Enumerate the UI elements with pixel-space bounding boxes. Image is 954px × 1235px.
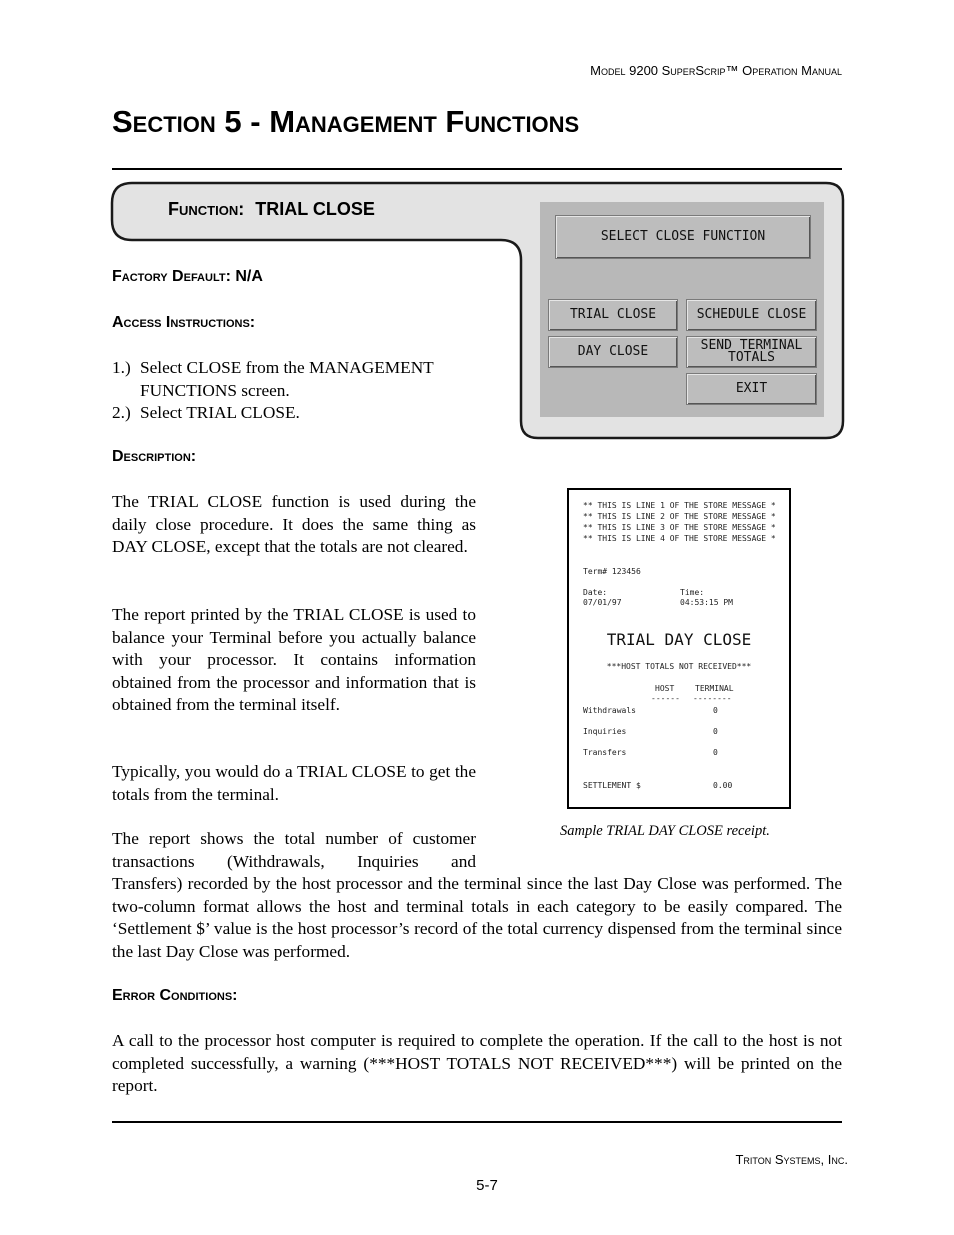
step-number: 1.): [112, 358, 131, 377]
manual-header: Model 9200 SuperScrip™ Operation Manual: [590, 63, 842, 78]
description-paragraph: The report printed by the TRIAL CLOSE is used to balance your Terminal before you actually balance with your processor. It contains information obtained from the processor and information that is obtained from the terminal itself.: [112, 605, 476, 715]
footer-company: Triton Systems, Inc.: [735, 1152, 848, 1167]
step-text: Select TRIAL CLOSE.: [140, 403, 300, 422]
receipt-store-line: ** THIS IS LINE 4 OF THE STORE MESSAGE *: [583, 534, 776, 543]
factory-default: [112, 268, 263, 286]
send-terminal-totals-button[interactable]: SEND TERMINAL TOTALS: [686, 336, 817, 368]
description-paragraph: Transfers) recorded by the host processor and the terminal since the last Day Close was performed. The two-column format allows the host and terminal totals in each category to be easily compared. The ‘Settlement $’ value is the host processor’s record of the total currency dispensed from the terminal since the last Day Close was performed.: [112, 874, 842, 961]
receipt-row-value: 0: [713, 727, 718, 736]
receipt-settlement-value: 0.00: [713, 781, 733, 790]
description-paragraph: The TRIAL CLOSE function is used during the daily close procedure. It does the same thing as DAY CLOSE, except that the totals are not cleared.: [112, 492, 476, 557]
receipt-col-terminal-rule: --------: [693, 694, 732, 703]
description-paragraph: Typically, you would do a TRIAL CLOSE to get the totals from the terminal.: [112, 762, 476, 804]
schedule-close-button[interactable]: SCHEDULE CLOSE: [686, 299, 817, 331]
description-paragraph: The report shows the total number of customer transactions (Withdrawals, Inquiries and: [112, 829, 476, 871]
receipt-col-terminal: TERMINAL: [695, 684, 734, 693]
receipt-store-line: ** THIS IS LINE 1 OF THE STORE MESSAGE *: [583, 501, 776, 510]
receipt-store-line: ** THIS IS LINE 2 OF THE STORE MESSAGE *: [583, 512, 776, 521]
receipt-row-label: Transfers: [583, 748, 627, 757]
step-number: 2.): [112, 403, 131, 422]
exit-button[interactable]: EXIT: [686, 373, 817, 405]
step-text: Select CLOSE from the MANAGEMENT FUNCTIONS screen.: [140, 358, 434, 400]
error-conditions-text: A call to the processor host computer is required to complete the operation. If the call to the host is not completed successfully, a warning (***HOST TOTALS NOT RECEIVED***) will be printed on the report.: [112, 1031, 842, 1096]
atm-screen: [540, 202, 824, 417]
receipt-settlement-label: SETTLEMENT $: [583, 781, 641, 790]
receipt-col-host-rule: ------: [651, 694, 680, 703]
receipt-row-label: Inquiries: [583, 727, 627, 736]
page-number: 5-7: [476, 1177, 498, 1194]
receipt-time-label: Time:: [680, 588, 705, 597]
section-title: Section 5 - Management Functions: [112, 104, 580, 139]
receipt-title: TRIAL DAY CLOSE: [606, 630, 752, 649]
receipt-col-host: HOST: [655, 684, 675, 693]
receipt-store-line: ** THIS IS LINE 3 OF THE STORE MESSAGE *: [583, 523, 776, 532]
receipt-time: 04:53:15 PM: [680, 598, 733, 607]
receipt-row-label: Withdrawals: [583, 706, 636, 715]
receipt-warning: ***HOST TOTALS NOT RECEIVED***: [606, 662, 752, 671]
access-instructions-heading: Access Instructions:: [112, 314, 256, 331]
receipt-caption: Sample TRIAL DAY CLOSE receipt.: [560, 823, 770, 839]
bottom-rule: [112, 1121, 842, 1123]
function-title: [168, 199, 375, 220]
receipt-date: 07/01/97: [583, 598, 622, 607]
trial-close-button[interactable]: TRIAL CLOSE: [548, 299, 678, 331]
day-close-button[interactable]: DAY CLOSE: [548, 336, 678, 368]
factory-default-value: N/A: [235, 268, 263, 285]
error-conditions-heading: Error Conditions:: [112, 987, 238, 1004]
description-heading: Description:: [112, 448, 197, 465]
screen-title: SELECT CLOSE FUNCTION: [555, 215, 811, 259]
receipt-date-label: Date:: [583, 588, 608, 597]
function-label: Function:: [168, 199, 245, 219]
sample-receipt: [567, 488, 791, 809]
function-name: TRIAL CLOSE: [255, 199, 375, 219]
receipt-row-value: 0: [713, 748, 718, 757]
factory-default-label: Factory Default:: [112, 268, 231, 285]
receipt-row-value: 0: [713, 706, 718, 715]
receipt-term: Term# 123456: [583, 567, 641, 576]
